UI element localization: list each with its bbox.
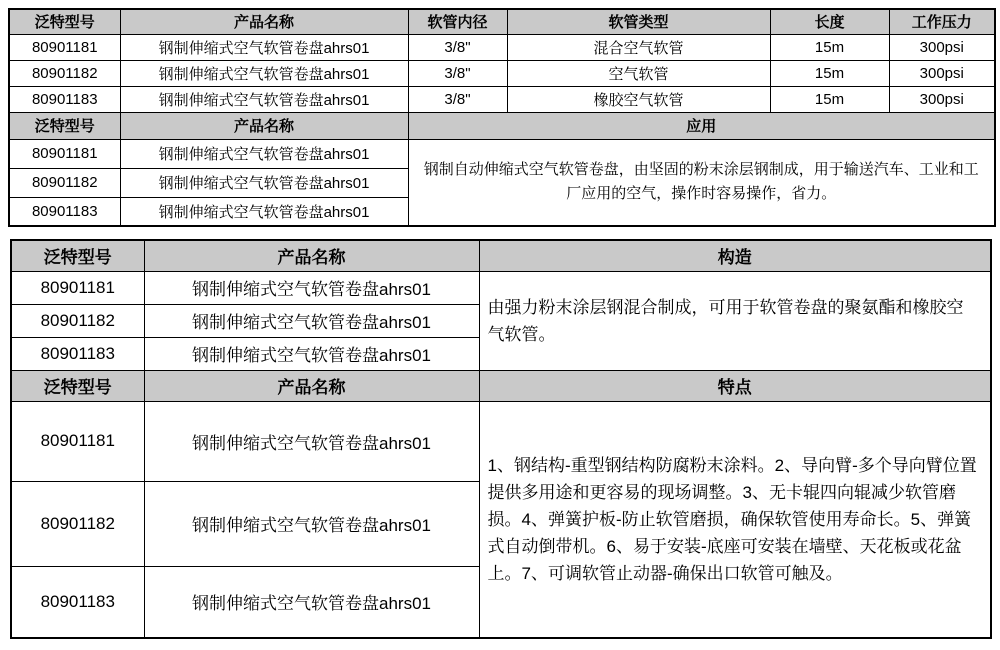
features-row (11, 401, 991, 481)
pressure-cell: 300psi (889, 34, 995, 60)
column-header-construction: 构造 (479, 240, 991, 271)
model-cell: 80901183 (9, 197, 120, 226)
construction-text-cell: 由强力粉末涂层钢混合制成，可用于软管卷盘的聚氨酯和橡胶空气软管。 (479, 271, 991, 370)
spec-row (9, 60, 995, 86)
length-cell: 15m (770, 86, 889, 112)
spec-header-row (9, 9, 995, 34)
product-name-cell: 钢制伸缩式空气软管卷盘ahrs01 (144, 401, 479, 481)
spec-row (9, 34, 995, 60)
product-name-cell: 钢制伸缩式空气软管卷盘ahrs01 (120, 168, 408, 197)
product-name-cell: 钢制伸缩式空气软管卷盘ahrs01 (144, 481, 479, 566)
pressure-cell: 300psi (889, 60, 995, 86)
column-header-model: 泛特型号 (9, 9, 120, 34)
product-name-cell: 钢制伸缩式空气软管卷盘ahrs01 (120, 197, 408, 226)
pressure-cell: 300psi (889, 86, 995, 112)
inner-diameter-cell: 3/8" (408, 60, 507, 86)
application-row (9, 139, 995, 168)
product-name-cell: 钢制伸缩式空气软管卷盘ahrs01 (144, 304, 479, 337)
product-name-cell: 钢制伸缩式空气软管卷盘ahrs01 (120, 60, 408, 86)
column-header-product-name: 产品名称 (144, 370, 479, 401)
column-header-features: 特点 (479, 370, 991, 401)
spec-application-table (8, 8, 996, 227)
spec-row (9, 86, 995, 112)
model-cell: 80901183 (11, 337, 144, 370)
column-header-inner-diameter: 软管内径 (408, 9, 507, 34)
construction-features-table (10, 239, 992, 639)
model-cell: 80901181 (11, 401, 144, 481)
model-cell: 80901181 (11, 271, 144, 304)
model-cell: 80901183 (9, 86, 120, 112)
product-name-cell: 钢制伸缩式空气软管卷盘ahrs01 (144, 566, 479, 638)
construction-row (11, 271, 991, 304)
product-name-cell: 钢制伸缩式空气软管卷盘ahrs01 (120, 34, 408, 60)
product-name-cell: 钢制伸缩式空气软管卷盘ahrs01 (120, 86, 408, 112)
model-cell: 80901182 (9, 168, 120, 197)
column-header-model: 泛特型号 (11, 240, 144, 271)
hose-type-cell: 混合空气软管 (507, 34, 770, 60)
inner-diameter-cell: 3/8" (408, 86, 507, 112)
column-header-product-name: 产品名称 (120, 9, 408, 34)
model-cell: 80901182 (11, 304, 144, 337)
length-cell: 15m (770, 34, 889, 60)
column-header-hose-type: 软管类型 (507, 9, 770, 34)
application-text-cell: 钢制自动伸缩式空气软管卷盘，由坚固的粉末涂层钢制成，用于输送汽车、工业和工厂应用的空气，操作时容易操作，省力。 (408, 139, 995, 226)
product-name-cell: 钢制伸缩式空气软管卷盘ahrs01 (144, 337, 479, 370)
column-header-model: 泛特型号 (9, 112, 120, 139)
product-name-cell: 钢制伸缩式空气软管卷盘ahrs01 (144, 271, 479, 304)
model-cell: 80901182 (9, 60, 120, 86)
length-cell: 15m (770, 60, 889, 86)
hose-type-cell: 空气软管 (507, 60, 770, 86)
column-header-product-name: 产品名称 (144, 240, 479, 271)
features-header-row (11, 370, 991, 401)
model-cell: 80901181 (9, 34, 120, 60)
construction-header-row (11, 240, 991, 271)
model-cell: 80901181 (9, 139, 120, 168)
column-header-application: 应用 (408, 112, 995, 139)
features-text-cell: 1、钢结构-重型钢结构防腐粉末涂料。2、导向臂-多个导向臂位置提供多用途和更容易的现场调整。3、无卡辊四向辊减少软管磨损。4、弹簧护板-防止软管磨损，确保软管使用寿命长。5、弹簧式自动倒带机。6、易于安装-底座可安装在墙壁、天花板或花盆上。7、可调软管止动器-确保出口软管可触及。 (479, 401, 991, 638)
column-header-pressure: 工作压力 (889, 9, 995, 34)
model-cell: 80901183 (11, 566, 144, 638)
model-cell: 80901182 (11, 481, 144, 566)
column-header-product-name: 产品名称 (120, 112, 408, 139)
column-header-length: 长度 (770, 9, 889, 34)
product-name-cell: 钢制伸缩式空气软管卷盘ahrs01 (120, 139, 408, 168)
inner-diameter-cell: 3/8" (408, 34, 507, 60)
hose-type-cell: 橡胶空气软管 (507, 86, 770, 112)
application-header-row (9, 112, 995, 139)
column-header-model: 泛特型号 (11, 370, 144, 401)
